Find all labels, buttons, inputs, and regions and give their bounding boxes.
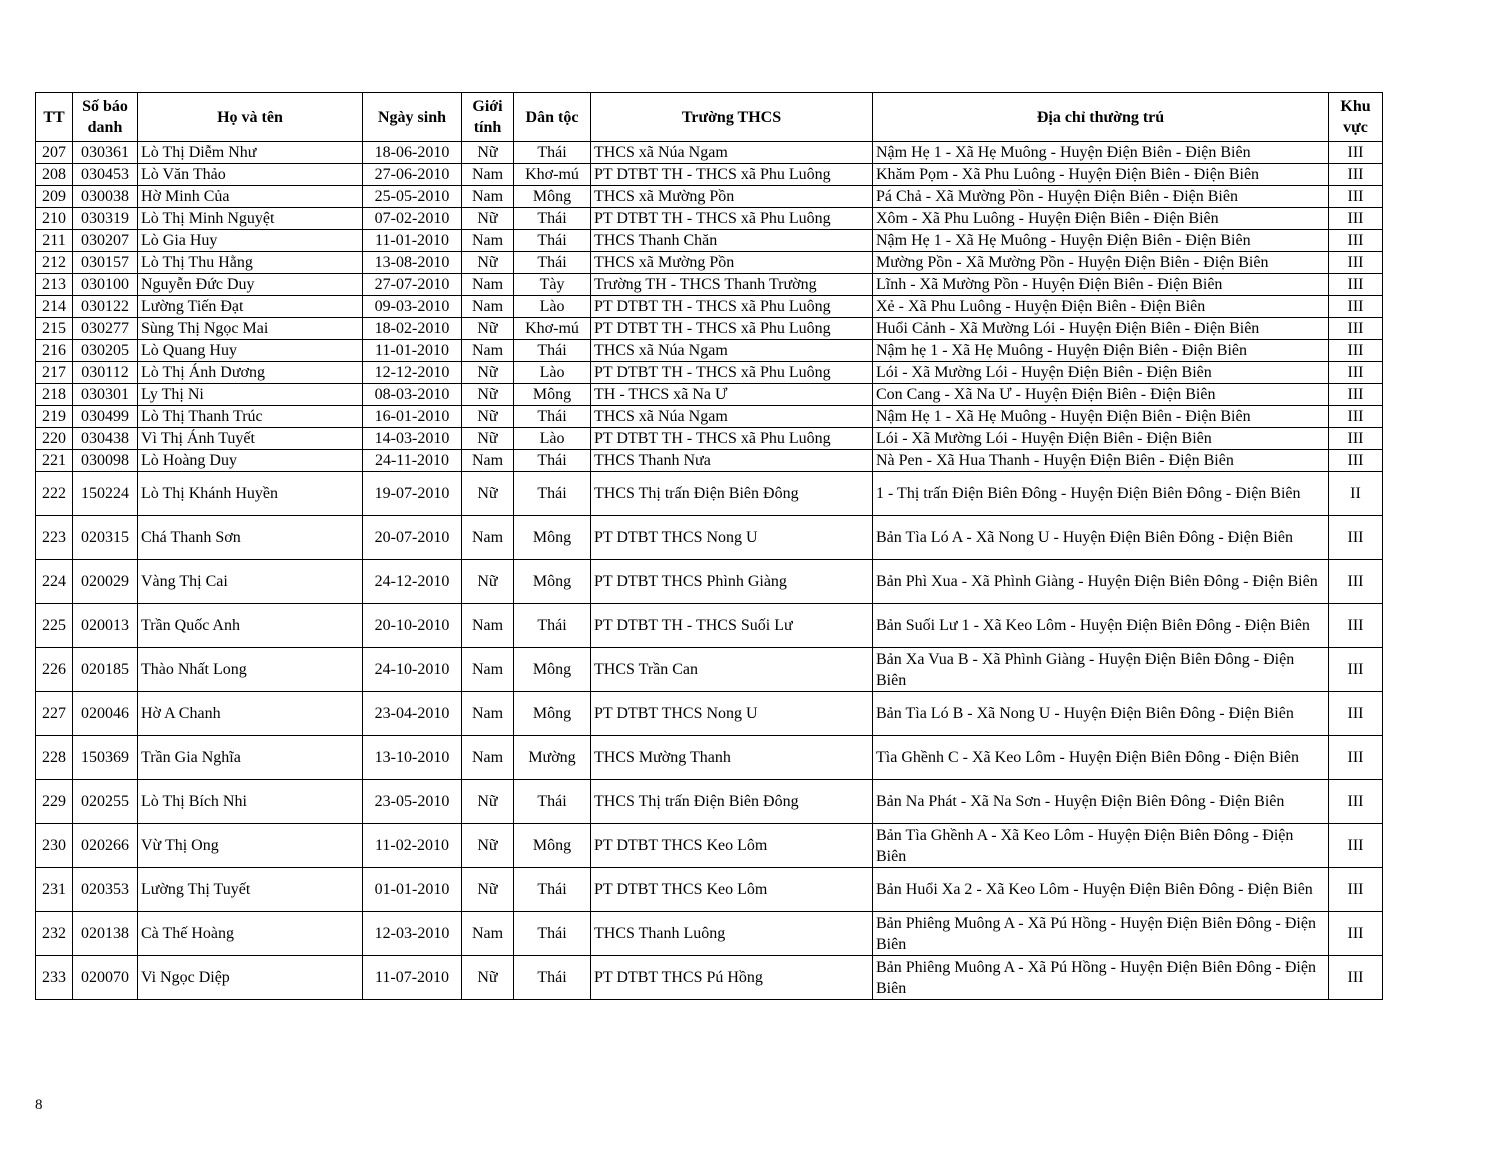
table-row — [36, 384, 1383, 406]
cell-dob: 23-04-2010 — [363, 692, 462, 736]
cell-region: III — [1329, 406, 1383, 428]
cell-tt: 219 — [36, 406, 73, 428]
cell-tt: 233 — [36, 956, 73, 1000]
cell-address: Xôm - Xã Phu Luông - Huyện Điện Biên - Điện Biên — [873, 208, 1329, 230]
cell-gender: Nữ — [462, 208, 514, 230]
student-roster-table — [35, 92, 1383, 1000]
cell-school: THCS xã Núa Ngam — [591, 340, 873, 362]
cell-address: Bản Na Phát - Xã Na Sơn - Huyện Điện Biên Đông - Điện Biên — [873, 780, 1329, 824]
header-tt: TT — [36, 93, 73, 142]
cell-school: THCS Thanh Nưa — [591, 450, 873, 472]
table-row — [36, 868, 1383, 912]
cell-address: Bản Suối Lư 1 - Xã Keo Lôm - Huyện Điện Biên Đông - Điện Biên — [873, 604, 1329, 648]
table-row — [36, 560, 1383, 604]
cell-address: Bản Phì Xua - Xã Phình Giàng - Huyện Điện Biên Đông - Điện Biên — [873, 560, 1329, 604]
cell-ethnic: Thái — [514, 912, 591, 956]
cell-ethnic: Mông — [514, 692, 591, 736]
cell-address: Tìa Ghềnh C - Xã Keo Lôm - Huyện Điện Biên Đông - Điện Biên — [873, 736, 1329, 780]
cell-ethnic: Thái — [514, 868, 591, 912]
table-row — [36, 230, 1383, 252]
cell-sbd: 030122 — [73, 296, 138, 318]
cell-ethnic: Khơ-mú — [514, 318, 591, 340]
cell-gender: Nam — [462, 230, 514, 252]
cell-ethnic: Lào — [514, 362, 591, 384]
cell-dob: 24-12-2010 — [363, 560, 462, 604]
cell-name: Vàng Thị Cai — [138, 560, 363, 604]
cell-sbd: 020315 — [73, 516, 138, 560]
cell-tt: 222 — [36, 472, 73, 516]
cell-ethnic: Thái — [514, 208, 591, 230]
cell-address: 1 - Thị trấn Điện Biên Đông - Huyện Điện Biên Đông - Điện Biên — [873, 472, 1329, 516]
cell-ethnic: Thái — [514, 472, 591, 516]
cell-dob: 25-05-2010 — [363, 186, 462, 208]
cell-region: III — [1329, 142, 1383, 164]
cell-tt: 227 — [36, 692, 73, 736]
cell-sbd: 020029 — [73, 560, 138, 604]
cell-tt: 226 — [36, 648, 73, 692]
cell-region: III — [1329, 868, 1383, 912]
cell-school: THCS xã Mường Pồn — [591, 186, 873, 208]
cell-name: Trần Quốc Anh — [138, 604, 363, 648]
cell-name: Ly Thị Ni — [138, 384, 363, 406]
cell-dob: 14-03-2010 — [363, 428, 462, 450]
cell-gender: Nam — [462, 648, 514, 692]
cell-gender: Nam — [462, 516, 514, 560]
cell-gender: Nữ — [462, 868, 514, 912]
cell-address: Nậm Hẹ 1 - Xã Hẹ Muông - Huyện Điện Biên - Điện Biên — [873, 406, 1329, 428]
cell-sbd: 030157 — [73, 252, 138, 274]
header-region: Khu vực — [1329, 93, 1383, 142]
cell-address: Pá Chả - Xã Mường Pồn - Huyện Điện Biên - Điện Biên — [873, 186, 1329, 208]
cell-name: Lường Thị Tuyết — [138, 868, 363, 912]
table-row — [36, 164, 1383, 186]
cell-school: PT DTBT TH - THCS Suối Lư — [591, 604, 873, 648]
table-row — [36, 648, 1383, 692]
cell-tt: 229 — [36, 780, 73, 824]
cell-region: II — [1329, 472, 1383, 516]
cell-dob: 07-02-2010 — [363, 208, 462, 230]
table-row — [36, 912, 1383, 956]
cell-gender: Nữ — [462, 956, 514, 1000]
cell-address: Nậm hẹ 1 - Xã Hẹ Muông - Huyện Điện Biên - Điện Biên — [873, 340, 1329, 362]
header-address: Địa chỉ thường trú — [873, 93, 1329, 142]
cell-name: Vì Thị Ánh Tuyết — [138, 428, 363, 450]
cell-dob: 19-07-2010 — [363, 472, 462, 516]
cell-tt: 214 — [36, 296, 73, 318]
cell-region: III — [1329, 560, 1383, 604]
cell-tt: 215 — [36, 318, 73, 340]
cell-ethnic: Thái — [514, 956, 591, 1000]
cell-sbd: 030098 — [73, 450, 138, 472]
cell-school: PT DTBT THCS Keo Lôm — [591, 824, 873, 868]
cell-region: III — [1329, 208, 1383, 230]
table-row — [36, 692, 1383, 736]
cell-ethnic: Khơ-mú — [514, 164, 591, 186]
cell-school: THCS Thanh Chăn — [591, 230, 873, 252]
header-row — [36, 93, 1383, 142]
cell-tt: 232 — [36, 912, 73, 956]
cell-ethnic: Mông — [514, 560, 591, 604]
cell-name: Lò Thị Khánh Huyền — [138, 472, 363, 516]
cell-gender: Nam — [462, 274, 514, 296]
cell-region: III — [1329, 340, 1383, 362]
cell-ethnic: Thái — [514, 230, 591, 252]
cell-name: Cà Thế Hoàng — [138, 912, 363, 956]
cell-tt: 210 — [36, 208, 73, 230]
cell-ethnic: Mông — [514, 384, 591, 406]
cell-gender: Nam — [462, 912, 514, 956]
cell-ethnic: Thái — [514, 450, 591, 472]
cell-gender: Nam — [462, 340, 514, 362]
table-row — [36, 824, 1383, 868]
cell-sbd: 030438 — [73, 428, 138, 450]
page-number: 8 — [35, 1097, 43, 1113]
cell-region: III — [1329, 230, 1383, 252]
cell-school: PT DTBT THCS Phình Giàng — [591, 560, 873, 604]
cell-tt: 231 — [36, 868, 73, 912]
table-body — [36, 142, 1383, 1000]
cell-school: THCS Trần Can — [591, 648, 873, 692]
cell-dob: 20-10-2010 — [363, 604, 462, 648]
cell-region: III — [1329, 274, 1383, 296]
cell-address: Bản Xa Vua B - Xã Phình Giàng - Huyện Điện Biên Đông - Điện Biên — [873, 648, 1329, 692]
cell-ethnic: Thái — [514, 142, 591, 164]
cell-dob: 20-07-2010 — [363, 516, 462, 560]
cell-sbd: 020255 — [73, 780, 138, 824]
cell-dob: 01-01-2010 — [363, 868, 462, 912]
cell-ethnic: Thái — [514, 780, 591, 824]
cell-region: III — [1329, 648, 1383, 692]
cell-name: Vừ Thị Ong — [138, 824, 363, 868]
cell-sbd: 020013 — [73, 604, 138, 648]
cell-name: Lò Hoàng Duy — [138, 450, 363, 472]
cell-region: III — [1329, 164, 1383, 186]
cell-region: III — [1329, 252, 1383, 274]
table-row — [36, 142, 1383, 164]
cell-sbd: 020138 — [73, 912, 138, 956]
cell-tt: 228 — [36, 736, 73, 780]
table-row — [36, 186, 1383, 208]
cell-tt: 209 — [36, 186, 73, 208]
cell-gender: Nữ — [462, 252, 514, 274]
cell-dob: 11-02-2010 — [363, 824, 462, 868]
cell-sbd: 030301 — [73, 384, 138, 406]
cell-ethnic: Mông — [514, 648, 591, 692]
cell-school: PT DTBT TH - THCS xã Phu Luông — [591, 318, 873, 340]
cell-school: THCS Thị trấn Điện Biên Đông — [591, 472, 873, 516]
cell-dob: 12-03-2010 — [363, 912, 462, 956]
cell-gender: Nữ — [462, 142, 514, 164]
cell-dob: 11-01-2010 — [363, 230, 462, 252]
header-ethnic: Dân tộc — [514, 93, 591, 142]
cell-region: III — [1329, 780, 1383, 824]
cell-school: PT DTBT THCS Nong U — [591, 692, 873, 736]
table-row — [36, 274, 1383, 296]
cell-name: Thào Nhất Long — [138, 648, 363, 692]
cell-dob: 27-07-2010 — [363, 274, 462, 296]
cell-tt: 208 — [36, 164, 73, 186]
cell-address: Nà Pen - Xã Hua Thanh - Huyện Điện Biên - Điện Biên — [873, 450, 1329, 472]
cell-ethnic: Mông — [514, 186, 591, 208]
cell-sbd: 030277 — [73, 318, 138, 340]
cell-school: PT DTBT TH - THCS xã Phu Luông — [591, 362, 873, 384]
table-row — [36, 406, 1383, 428]
cell-tt: 207 — [36, 142, 73, 164]
table-row — [36, 780, 1383, 824]
cell-address: Bản Huổi Xa 2 - Xã Keo Lôm - Huyện Điện Biên Đông - Điện Biên — [873, 868, 1329, 912]
cell-sbd: 150224 — [73, 472, 138, 516]
cell-ethnic: Lào — [514, 296, 591, 318]
cell-address: Khăm Pọm - Xã Phu Luông - Huyện Điện Biên - Điện Biên — [873, 164, 1329, 186]
cell-sbd: 030112 — [73, 362, 138, 384]
cell-sbd: 020070 — [73, 956, 138, 1000]
cell-name: Lường Tiến Đạt — [138, 296, 363, 318]
cell-school: THCS xã Núa Ngam — [591, 406, 873, 428]
header-gender: Giới tính — [462, 93, 514, 142]
cell-address: Xẻ - Xã Phu Luông - Huyện Điện Biên - Điện Biên — [873, 296, 1329, 318]
cell-name: Lò Thị Thanh Trúc — [138, 406, 363, 428]
cell-gender: Nữ — [462, 472, 514, 516]
cell-ethnic: Thái — [514, 604, 591, 648]
cell-sbd: 020185 — [73, 648, 138, 692]
cell-address: Bản Tìa Ló B - Xã Nong U - Huyện Điện Biên Đông - Điện Biên — [873, 692, 1329, 736]
cell-ethnic: Mường — [514, 736, 591, 780]
cell-gender: Nữ — [462, 560, 514, 604]
cell-address: Con Cang - Xã Na Ư - Huyện Điện Biên - Điện Biên — [873, 384, 1329, 406]
cell-school: PT DTBT THCS Keo Lôm — [591, 868, 873, 912]
cell-name: Vi Ngọc Diệp — [138, 956, 363, 1000]
cell-address: Nậm Hẹ 1 - Xã Hẹ Muông - Huyện Điện Biên - Điện Biên — [873, 230, 1329, 252]
cell-dob: 23-05-2010 — [363, 780, 462, 824]
cell-dob: 08-03-2010 — [363, 384, 462, 406]
cell-region: III — [1329, 824, 1383, 868]
cell-ethnic: Thái — [514, 406, 591, 428]
cell-gender: Nam — [462, 692, 514, 736]
cell-gender: Nữ — [462, 406, 514, 428]
cell-region: III — [1329, 516, 1383, 560]
cell-gender: Nam — [462, 450, 514, 472]
cell-region: III — [1329, 186, 1383, 208]
cell-region: III — [1329, 318, 1383, 340]
cell-dob: 13-10-2010 — [363, 736, 462, 780]
cell-name: Lò Văn Thảo — [138, 164, 363, 186]
cell-school: PT DTBT TH - THCS xã Phu Luông — [591, 296, 873, 318]
cell-ethnic: Mông — [514, 824, 591, 868]
cell-region: III — [1329, 362, 1383, 384]
cell-region: III — [1329, 428, 1383, 450]
cell-dob: 16-01-2010 — [363, 406, 462, 428]
cell-school: PT DTBT TH - THCS xã Phu Luông — [591, 428, 873, 450]
table-row — [36, 604, 1383, 648]
cell-dob: 11-07-2010 — [363, 956, 462, 1000]
cell-school: THCS Thị trấn Điện Biên Đông — [591, 780, 873, 824]
cell-ethnic: Mông — [514, 516, 591, 560]
cell-address: Huổi Cảnh - Xã Mường Lói - Huyện Điện Biên - Điện Biên — [873, 318, 1329, 340]
cell-dob: 27-06-2010 — [363, 164, 462, 186]
cell-gender: Nữ — [462, 780, 514, 824]
cell-region: III — [1329, 912, 1383, 956]
cell-name: Lò Thị Thu Hằng — [138, 252, 363, 274]
cell-name: Chá Thanh Sơn — [138, 516, 363, 560]
table-row — [36, 516, 1383, 560]
cell-address: Bản Phiêng Muông A - Xã Pú Hồng - Huyện Điện Biên Đông - Điện Biên — [873, 912, 1329, 956]
header-sbd: Số báo danh — [73, 93, 138, 142]
cell-sbd: 020353 — [73, 868, 138, 912]
cell-school: PT DTBT TH - THCS xã Phu Luông — [591, 164, 873, 186]
cell-address: Lói - Xã Mường Lói - Huyện Điện Biên - Điện Biên — [873, 428, 1329, 450]
cell-gender: Nữ — [462, 362, 514, 384]
cell-school: THCS xã Núa Ngam — [591, 142, 873, 164]
header-name: Họ và tên — [138, 93, 363, 142]
cell-sbd: 030100 — [73, 274, 138, 296]
cell-address: Bản Phiêng Muông A - Xã Pú Hồng - Huyện Điện Biên Đông - Điện Biên — [873, 956, 1329, 1000]
table-row — [36, 362, 1383, 384]
cell-ethnic: Thái — [514, 340, 591, 362]
cell-dob: 24-10-2010 — [363, 648, 462, 692]
cell-school: PT DTBT THCS Pú Hồng — [591, 956, 873, 1000]
cell-tt: 225 — [36, 604, 73, 648]
cell-address: Bản Tìa Ghềnh A - Xã Keo Lôm - Huyện Điện Biên Đông - Điện Biên — [873, 824, 1329, 868]
table-row — [36, 428, 1383, 450]
table-row — [36, 340, 1383, 362]
cell-sbd: 030319 — [73, 208, 138, 230]
cell-sbd: 030499 — [73, 406, 138, 428]
cell-dob: 18-06-2010 — [363, 142, 462, 164]
cell-region: III — [1329, 384, 1383, 406]
cell-ethnic: Thái — [514, 252, 591, 274]
cell-dob: 24-11-2010 — [363, 450, 462, 472]
cell-tt: 220 — [36, 428, 73, 450]
cell-tt: 230 — [36, 824, 73, 868]
cell-school: PT DTBT TH - THCS xã Phu Luông — [591, 208, 873, 230]
cell-name: Lò Gia Huy — [138, 230, 363, 252]
cell-name: Lò Thị Bích Nhi — [138, 780, 363, 824]
table-row — [36, 956, 1383, 1000]
cell-sbd: 020266 — [73, 824, 138, 868]
cell-address: Lói - Xã Mường Lói - Huyện Điện Biên - Điện Biên — [873, 362, 1329, 384]
cell-school: PT DTBT THCS Nong U — [591, 516, 873, 560]
cell-school: TH - THCS xã Na Ư — [591, 384, 873, 406]
cell-name: Lò Quang Huy — [138, 340, 363, 362]
cell-school: THCS xã Mường Pồn — [591, 252, 873, 274]
cell-address: Nậm Hẹ 1 - Xã Hẹ Muông - Huyện Điện Biên - Điện Biên — [873, 142, 1329, 164]
cell-tt: 224 — [36, 560, 73, 604]
cell-dob: 12-12-2010 — [363, 362, 462, 384]
table-row — [36, 472, 1383, 516]
cell-name: Sùng Thị Ngọc Mai — [138, 318, 363, 340]
cell-gender: Nữ — [462, 428, 514, 450]
cell-gender: Nam — [462, 164, 514, 186]
cell-tt: 217 — [36, 362, 73, 384]
cell-sbd: 030207 — [73, 230, 138, 252]
cell-dob: 09-03-2010 — [363, 296, 462, 318]
cell-address: Mường Pồn - Xã Mường Pồn - Huyện Điện Biên - Điện Biên — [873, 252, 1329, 274]
cell-school: THCS Mường Thanh — [591, 736, 873, 780]
cell-name: Hờ Minh Của — [138, 186, 363, 208]
cell-tt: 212 — [36, 252, 73, 274]
table-row — [36, 252, 1383, 274]
cell-sbd: 030038 — [73, 186, 138, 208]
cell-ethnic: Tày — [514, 274, 591, 296]
cell-school: THCS Thanh Luông — [591, 912, 873, 956]
cell-tt: 211 — [36, 230, 73, 252]
cell-dob: 18-02-2010 — [363, 318, 462, 340]
cell-region: III — [1329, 296, 1383, 318]
table-row — [36, 450, 1383, 472]
cell-region: III — [1329, 736, 1383, 780]
cell-sbd: 020046 — [73, 692, 138, 736]
table-row — [36, 296, 1383, 318]
table-row — [36, 208, 1383, 230]
cell-gender: Nam — [462, 604, 514, 648]
header-school: Trường THCS — [591, 93, 873, 142]
cell-dob: 13-08-2010 — [363, 252, 462, 274]
cell-name: Lò Thị Diễm Như — [138, 142, 363, 164]
cell-ethnic: Lào — [514, 428, 591, 450]
cell-tt: 213 — [36, 274, 73, 296]
header-dob: Ngày sinh — [363, 93, 462, 142]
cell-tt: 218 — [36, 384, 73, 406]
cell-region: III — [1329, 604, 1383, 648]
cell-sbd: 030205 — [73, 340, 138, 362]
cell-address: Lĩnh - Xã Mường Pồn - Huyện Điện Biên - Điện Biên — [873, 274, 1329, 296]
cell-tt: 223 — [36, 516, 73, 560]
cell-tt: 216 — [36, 340, 73, 362]
cell-region: III — [1329, 692, 1383, 736]
cell-region: III — [1329, 956, 1383, 1000]
cell-dob: 11-01-2010 — [363, 340, 462, 362]
cell-address: Bản Tìa Ló A - Xã Nong U - Huyện Điện Biên Đông - Điện Biên — [873, 516, 1329, 560]
cell-name: Lò Thị Ánh Dương — [138, 362, 363, 384]
cell-gender: Nam — [462, 296, 514, 318]
cell-sbd: 030361 — [73, 142, 138, 164]
cell-gender: Nam — [462, 736, 514, 780]
cell-school: Trường TH - THCS Thanh Trường — [591, 274, 873, 296]
cell-gender: Nữ — [462, 318, 514, 340]
cell-tt: 221 — [36, 450, 73, 472]
cell-name: Trần Gia Nghĩa — [138, 736, 363, 780]
cell-name: Lò Thị Minh Nguyệt — [138, 208, 363, 230]
cell-sbd: 150369 — [73, 736, 138, 780]
cell-name: Hờ A Chanh — [138, 692, 363, 736]
cell-gender: Nữ — [462, 384, 514, 406]
table-row — [36, 318, 1383, 340]
cell-sbd: 030453 — [73, 164, 138, 186]
cell-region: III — [1329, 450, 1383, 472]
cell-name: Nguyễn Đức Duy — [138, 274, 363, 296]
cell-gender: Nam — [462, 186, 514, 208]
cell-gender: Nữ — [462, 824, 514, 868]
table-row — [36, 736, 1383, 780]
